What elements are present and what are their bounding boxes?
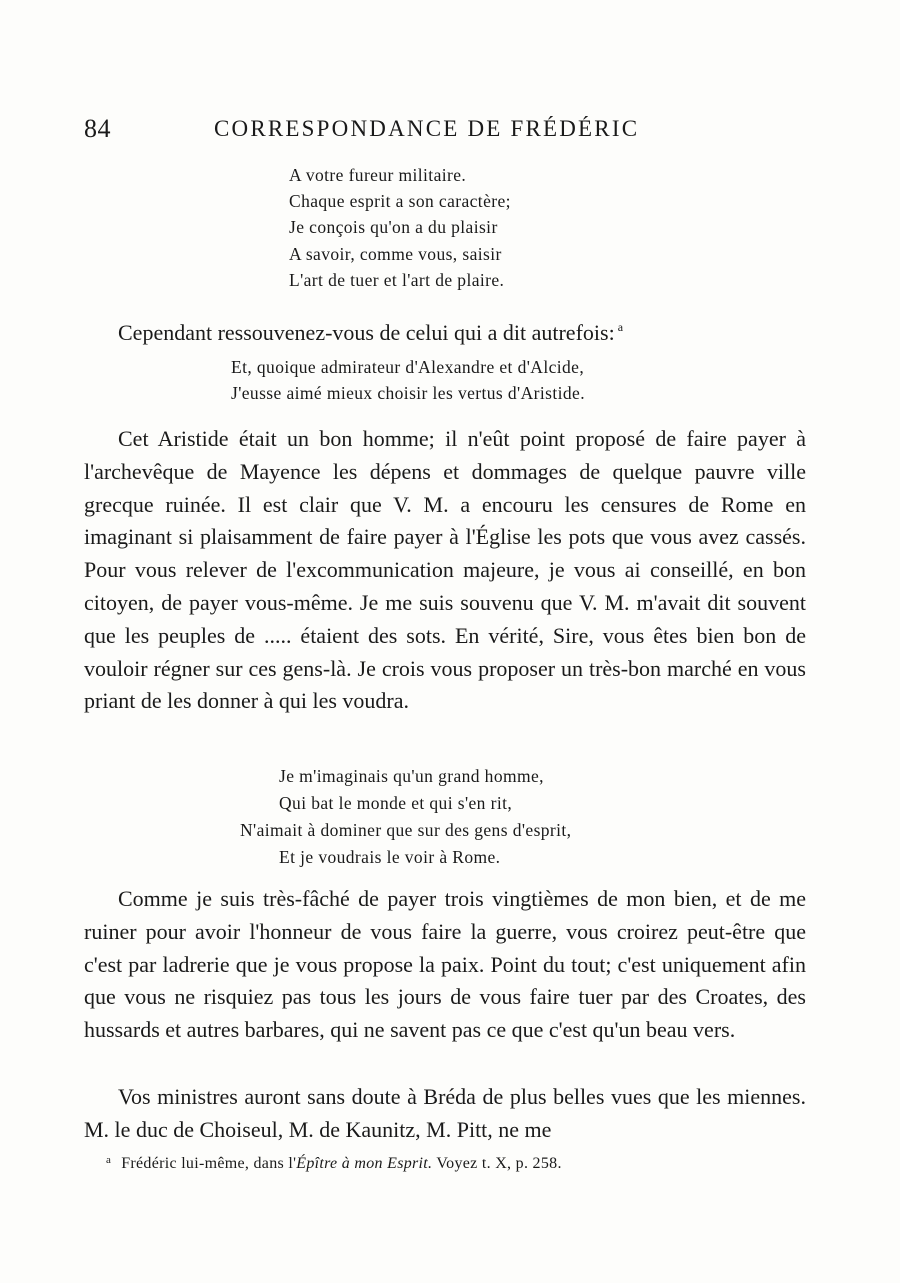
running-title: CORRESPONDANCE DE FRÉDÉRIC bbox=[214, 116, 640, 141]
footnote-reference: a bbox=[617, 320, 624, 334]
paragraph-text: Cet Aristide était un bon homme; il n'eût point proposé de faire payer à l'archevêque de Mayence les dépens et dommages de quelque pauvre ville grecque ruinée. Il est clair que V. M. a encouru les censures de Rome en imaginant si plaisamment de faire payer à l'Église les pots que vous avez cassés. Pour vous relever de l'excommunication majeure, je vous ai conseillé, en bon citoyen, de payer vous-même. Je me suis souvenu que V. M. m'avait dit souvent que les peuples de ..... étaient des sots. En vérité, Sire, vous êtes bien bon de vouloir régner sur ces gens-là. Je crois vous proposer un très-bon marché en vous priant de les donner à qui les voudra. bbox=[84, 426, 806, 714]
paragraph-3 bbox=[84, 1081, 806, 1147]
intro-line bbox=[84, 311, 806, 350]
footnote-mark: a bbox=[106, 1154, 112, 1166]
verse-block-3 bbox=[240, 763, 571, 871]
paragraph-1 bbox=[84, 423, 806, 718]
verse-line: Chaque esprit a son caractère; bbox=[289, 191, 511, 212]
verse-line: L'art de tuer et l'art de plaire. bbox=[289, 269, 505, 290]
verse-block-1 bbox=[289, 162, 511, 293]
verse-block-2 bbox=[231, 354, 585, 406]
page-number: 84 bbox=[84, 114, 111, 143]
verse-line: Qui bat le monde et qui s'en rit, bbox=[279, 793, 513, 813]
footnote-text: Frédéric lui-même, dans l' bbox=[121, 1155, 297, 1172]
verse-line: N'aimait à dominer que sur des gens d'esprit, bbox=[240, 820, 572, 840]
intro-text: Cependant ressouvenez-vous de celui qui a dit autrefois: bbox=[118, 320, 615, 345]
paragraph-text: Vos ministres auront sans doute à Bréda de plus belles vues que les miennes. M. le duc de Choiseul, M. de Kaunitz, M. Pitt, ne me bbox=[84, 1084, 806, 1142]
verse-line: Et je voudrais le voir à Rome. bbox=[279, 847, 501, 867]
footnote bbox=[106, 1154, 562, 1173]
verse-line: A votre fureur militaire. bbox=[289, 165, 467, 185]
verse-line: Et, quoique admirateur d'Alexandre et d'Alcide, bbox=[231, 357, 585, 377]
verse-line: Je m'imaginais qu'un grand homme, bbox=[279, 766, 544, 786]
verse-line: A savoir, comme vous, saisir bbox=[289, 243, 502, 264]
page-header bbox=[84, 114, 806, 150]
verse-line: Je conçois qu'on a du plaisir bbox=[289, 217, 498, 238]
footnote-work-title: Épître à mon Esprit. bbox=[296, 1155, 433, 1172]
paragraph-text: Comme je suis très-fâché de payer trois vingtièmes de mon bien, et de me ruiner pour avoir l'honneur de vous faire la guerre, vous croirez peut-être que c'est par ladrerie que je vous propose la paix. Point du tout; c'est uniquement afin que vous ne risquiez pas tous les jours de vous faire tuer par des Croates, des hussards et autres barbares, qui ne savent pas ce que c'est qu'un beau vers. bbox=[84, 886, 806, 1043]
footnote-citation: Voyez t. X, p. 258. bbox=[432, 1155, 562, 1172]
paragraph-2 bbox=[84, 883, 806, 1047]
verse-line: J'eusse aimé mieux choisir les vertus d'Aristide. bbox=[231, 383, 585, 404]
